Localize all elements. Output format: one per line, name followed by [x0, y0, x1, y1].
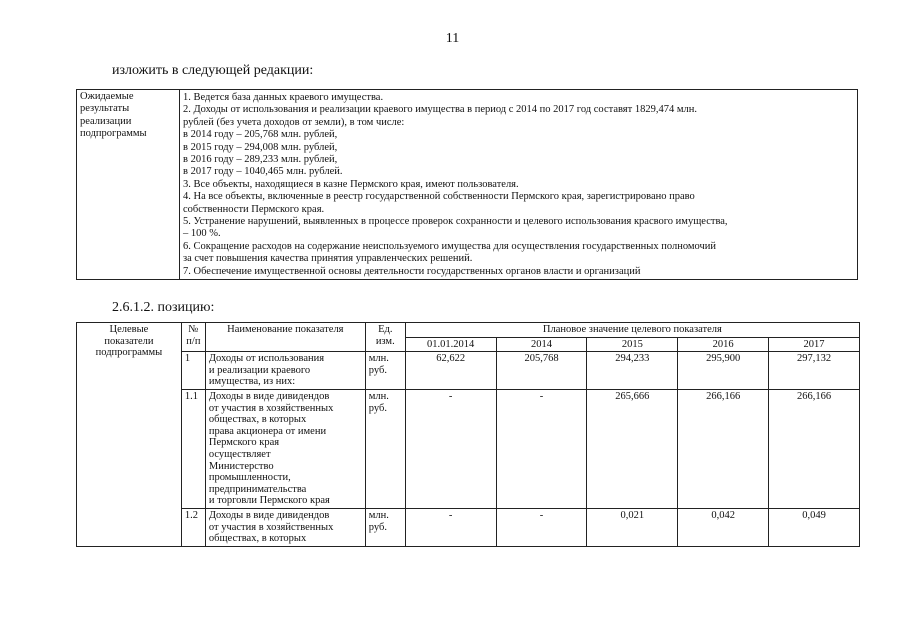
row-unit-line: млн.: [368, 509, 389, 521]
row-name-line: и реализации краевого: [208, 364, 311, 376]
intro-text: изложить в следующей редакции:: [112, 63, 314, 78]
header-num: [181, 323, 205, 352]
row-name-line: права акционера от имени: [208, 425, 327, 437]
row-num: 1.1: [181, 389, 205, 508]
row-unit-line: млн.: [368, 390, 389, 402]
row-unit-line: руб.: [368, 521, 387, 533]
result-line: – 100 %.: [183, 228, 221, 240]
row-num: 1.2: [181, 508, 205, 546]
row-unit: [365, 352, 405, 390]
row-name-line: от участия в хозяйственных: [208, 521, 334, 533]
label-line: подпрограммы: [95, 347, 163, 359]
result-line: 2. Доходы от использования и реализации краевого имущества в период с 2014 по 2017 год составят 1829,474 млн.: [183, 104, 697, 116]
row-unit-line: руб.: [368, 364, 387, 376]
row-name-line: Доходы в виде дивидендов: [208, 509, 330, 521]
row-name-line: промышленности,: [208, 472, 291, 484]
row-value: 295,900: [678, 352, 769, 390]
row-name: [205, 508, 365, 546]
label-line: результаты: [80, 103, 130, 115]
row-value: 0,049: [769, 508, 860, 546]
header-year: 2017: [769, 337, 860, 352]
row-num: 1: [181, 352, 205, 390]
result-line: в 2015 году – 294,008 млн. рублей,: [183, 141, 338, 153]
table-row: [77, 508, 860, 546]
result-line: 3. Все объекты, находящиеся в казне Пермского края, имеют пользователя.: [183, 178, 519, 190]
row-name-line: обществах, в которых: [208, 533, 307, 545]
result-line: 4. На все объекты, включенные в реестр государственной собственности Пермского края, зарегистрировано право: [183, 191, 695, 203]
expected-results-table: [76, 89, 858, 280]
row-value: 0,021: [587, 508, 678, 546]
row-unit-line: руб.: [368, 402, 387, 414]
row-name-line: Доходы в виде дивидендов: [208, 390, 330, 402]
row-value: 266,166: [769, 389, 860, 508]
row-name: [205, 352, 365, 390]
row-name-line: осуществляет: [208, 448, 271, 460]
result-line: 6. Сокращение расходов на содержание неиспользуемого имущества для осуществления государственных полномочий: [183, 240, 717, 252]
result-line: в 2016 году – 289,233 млн. рублей,: [183, 154, 338, 166]
label-line: подпрограммы: [80, 128, 147, 140]
section-heading: 2.6.1.2. позицию:: [112, 300, 215, 315]
row-name-line: предпринимательства: [208, 483, 307, 495]
result-line: в 2014 году – 205,768 млн. рублей,: [183, 129, 338, 141]
header-year: 01.01.2014: [405, 337, 496, 352]
header-num-line: №: [188, 324, 199, 335]
label-line: Ожидаемые: [80, 91, 134, 102]
row-name-line: Пермского края: [208, 437, 280, 449]
row-value: 266,166: [678, 389, 769, 508]
header-year: 2014: [496, 337, 587, 352]
row-unit: [365, 508, 405, 546]
label-line: Целевые: [109, 324, 149, 335]
row-name-line: от участия в хозяйственных: [208, 402, 334, 414]
table-row: [77, 389, 860, 508]
result-line: собственности Пермского края.: [183, 203, 325, 215]
row-value: 265,666: [587, 389, 678, 508]
row-value: 205,768: [496, 352, 587, 390]
result-line: 5. Устранение нарушений, выявленных в процессе проверок сохранности и целевого использования красвого имущества,: [183, 216, 728, 228]
header-num-line: п/п: [186, 335, 201, 347]
result-line: за счет повышения качества принятия управленческих решений.: [183, 253, 473, 265]
row-name-line: имущества, из них:: [208, 376, 296, 388]
row-value: -: [496, 508, 587, 546]
row-name: [205, 389, 365, 508]
row-unit-line: млн.: [368, 353, 389, 365]
header-unit-line: изм.: [375, 335, 395, 347]
row-value: -: [405, 508, 496, 546]
row-name-line: Министерство: [208, 460, 274, 472]
header-unit-line: Ед.: [378, 324, 393, 335]
row-name-line: Доходы от использования: [208, 353, 325, 365]
result-line: 7. Обеспечение имущественной основы деятельности государственных органов власти и организаций: [183, 265, 641, 277]
indicators-label: [77, 323, 182, 547]
row-value: -: [405, 389, 496, 508]
page-number: 11: [445, 31, 460, 46]
result-line: в 2017 году – 1040,465 млн. рублей.: [183, 166, 343, 178]
header-year: 2015: [587, 337, 678, 352]
row-value: 0,042: [678, 508, 769, 546]
row-value: -: [496, 389, 587, 508]
expected-results-label: [77, 90, 180, 280]
result-line: рублей (без учета доходов от земли), в том числе:: [183, 116, 405, 128]
row-unit: [365, 389, 405, 508]
header-name: Наименование показателя: [205, 323, 365, 352]
row-value: 62,622: [405, 352, 496, 390]
row-value: 297,132: [769, 352, 860, 390]
label-line: показатели: [104, 335, 154, 347]
header-unit: [365, 323, 405, 352]
table-row: [77, 352, 860, 390]
header-plan: Плановое значение целевого показателя: [405, 323, 859, 338]
target-indicators-table: [76, 322, 860, 547]
row-name-line: обществах, в которых: [208, 414, 307, 426]
label-line: реализации: [80, 115, 132, 127]
row-value: 294,233: [587, 352, 678, 390]
row-name-line: и торговли Пермского края: [208, 495, 330, 507]
expected-results-content: [180, 90, 858, 280]
result-line: 1. Ведется база данных краевого имущества.: [183, 92, 384, 103]
header-year: 2016: [678, 337, 769, 352]
